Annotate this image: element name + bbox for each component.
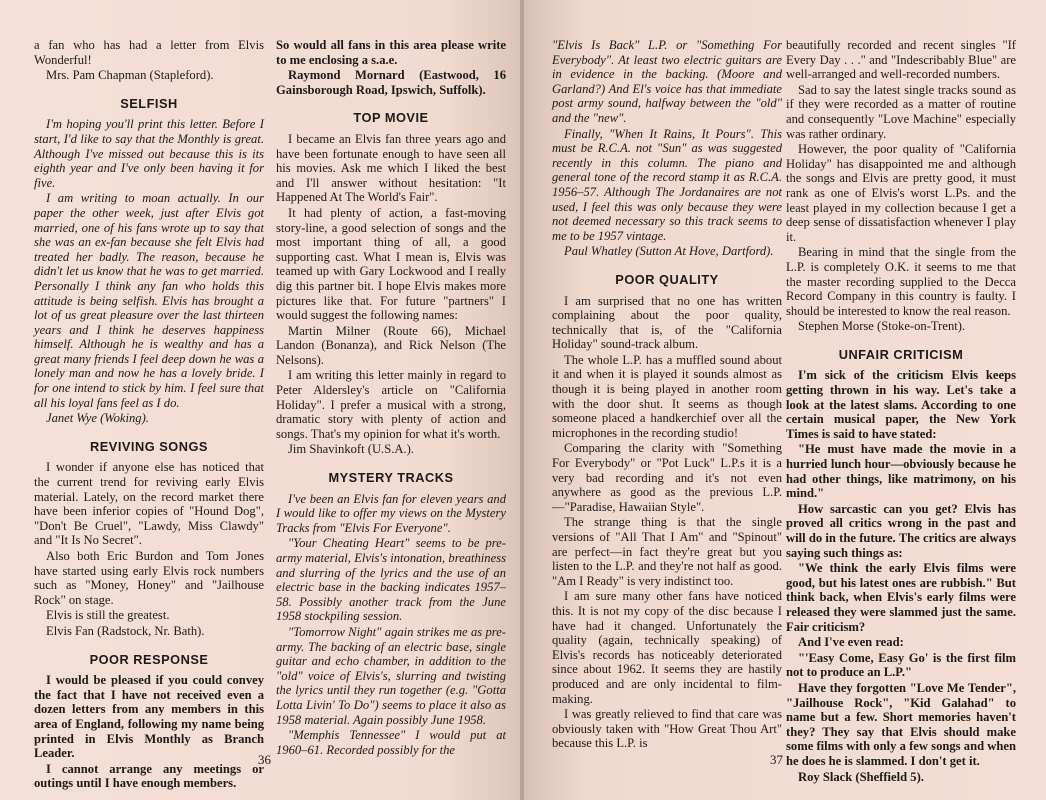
- letter-paragraph: The strange thing is that the single versions of "All That I Am" and "Spinout" are perfect—in fact they're great but you listen to the L.P. and they're not half as good. "Am I Ready" is very indistinct too.: [552, 515, 782, 588]
- section-heading: SELFISH: [120, 95, 178, 111]
- letter-paragraph: Comparing the clarity with "Something For Everybody" or "Pot Luck" L.P.s it is a very bad recording and it's not even anywhere as good as the previous L.P.—"Paradise, Hawaiian Style".: [552, 441, 782, 514]
- letter-paragraph: Bearing in mind that the single from the L.P. is completely O.K. it seems to me that the master recording supplied to the Decca Record Company in this country is faulty. I should be interested to know the real reason.: [786, 245, 1016, 318]
- letter-paragraph: Sad to say the latest single tracks sound as if they were recorded as a matter of routine and consequently "Love Machine" especially was rather ordinary.: [786, 82, 1016, 141]
- letter-paragraph: I'm hoping you'll print this letter. Before I start, I'd like to say that the Monthly is great. Although I've missed out because this is its eighth year and I've only been having it for five.: [34, 117, 264, 190]
- letter-paragraph: And I've even read:: [798, 635, 904, 650]
- letter-paragraph: "Your Cheating Heart" seems to be pre-army material, Elvis's intonation, breathiness and slurring of the lyrics and the use of an electric base in the backing indicates 1957–58. Possibly another track from the June 1958 stockpiling session.: [276, 536, 506, 624]
- section-heading: POOR RESPONSE: [89, 651, 209, 667]
- letter-signature: Elvis Fan (Radstock, Nr. Bath).: [46, 623, 205, 638]
- letter-signature: Janet Wye (Woking).: [46, 411, 149, 426]
- letter-paragraph: It had plenty of action, a fast-moving story-line, a good selection of songs and the most important thing of all, a good supporting cast. What I mean is, Elvis was teamed up with Gary Lockwood and I really dig this partner bit. I hope Elvis makes more pictures like that. For future "partners" I would suggest the following names:: [276, 205, 506, 323]
- letter-paragraph: However, the poor quality of "California Holiday" has disappointed me and although the songs and Elvis are pretty good, it must rank as one of Elvis's worst L.Ps. and the least played in my collection because I get a deep sense of dissatisfaction whenever I play it.: [786, 142, 1016, 244]
- letter-paragraph: "Memphis Tennessee" I would put at 1960–61. Recorded possibly for the: [276, 728, 506, 757]
- letter-paragraph: beautifully recorded and recent singles "If Every Day . . ." and "Indescribably Blue" are well-arranged and well-recorded numbers.: [786, 38, 1016, 82]
- letter-paragraph: I am sure many other fans have noticed this. It is not my copy of the disc because I have had it changed. Unfortunately the quality (again, technically speaking) of Elvis's records has noticeably deteriorated since about 1962. It seems they are hastily produced and are only incidental to film-making.: [552, 589, 782, 706]
- letter-paragraph: Raymond Mornard (Eastwood, 16 Gainsborough Road, Ipswich, Suffolk).: [276, 68, 506, 97]
- letter-paragraph: I became an Elvis fan three years ago and have been fortunate enough to have seen all his movies. Ask me which I liked the best and I'll answer without hesitation: "It Happened At The World's Fair".: [276, 131, 506, 205]
- section-heading: MYSTERY TRACKS: [328, 470, 454, 486]
- letter-signature: Stephen Morse (Stoke-on-Trent).: [798, 319, 966, 334]
- letter-paragraph: The whole L.P. has a muffled sound about it and when it is played it sounds almost as though it is being played in another room with the door shut. It seems as though someone placed a handkerchief over all the microphones in the recording studio!: [552, 352, 782, 440]
- column: [34, 38, 264, 791]
- letter-paragraph: "We think the early Elvis films were good, but his latest ones are rubbish." But think back, when Elvis's early films were released they were slammed just the same. Fair criticism?: [786, 561, 1016, 634]
- page-number: 36: [258, 752, 271, 767]
- letter-signature: Mrs. Pam Chapman (Stapleford).: [46, 68, 214, 83]
- letter-paragraph: How sarcastic can you get? Elvis has proved all critics wrong in the past and will do in the future. The critics are always saying such things as:: [786, 501, 1016, 560]
- letter-paragraph: I am writing to moan actually. In our paper the other week, just after Elvis got married, one of his fans wrote up to say that she was an ex-fan because she felt Elvis had treated her badly. The reason, because he didn't let us know that he was to get married. Personally I think any fan who holds this attitude is being selfish. Elvis has brought a lot of us great pleasure over the last thirteen years and I think he deserves happiness himself. Although he is wealthy and has a great many friends I feel deep down he was a lonely man and now he has a lovely bride. I for one intend to stick by him. I feel sure that all his loyal fans feel as I do.: [34, 191, 264, 410]
- section-heading: POOR QUALITY: [615, 271, 719, 287]
- letter-paragraph: Elvis is still the greatest.: [46, 608, 170, 623]
- letter-paragraph: I am writing this letter mainly in regard to Peter Aldersley's article on "California Holiday". I prefer a musical with a strong, dramatic story with plenty of action and songs. That's my opinion for what it's worth.: [276, 368, 506, 441]
- letter-paragraph: I've been an Elvis fan for eleven years and I would like to offer my views on the Mystery Tracks from "Elvis For Everyone".: [276, 491, 506, 535]
- column: [786, 38, 1016, 784]
- letter-signature: Jim Shavinkoft (U.S.A.).: [288, 442, 414, 457]
- section-heading: TOP MOVIE: [353, 110, 429, 126]
- section-heading: REVIVING SONGS: [90, 438, 208, 454]
- letter-paragraph: Finally, "When It Rains, It Pours". This must be R.C.A. not "Sun" as was suggested recently in this column. The piano and general tone of the record stamp it as R.C.A. 1956–57. Although The Jordanaires are not used, I feel this was only because they were not deemed necessary so this track seems to me to be 1957 vintage.: [552, 126, 782, 243]
- letter-paragraph: I'm sick of the criticism Elvis keeps getting thrown in his way. Let's take a look at the latest slams. According to one certain musical paper, the New York Times is said to have stated:: [786, 368, 1016, 441]
- letter-paragraph: I am surprised that no one has written complaining about the poor quality, technically that is, of the "California Holiday" sound-track album.: [552, 293, 782, 352]
- letter-signature: Paul Whatley (Sutton At Hove, Dartford).: [564, 244, 774, 259]
- letter-paragraph: Martin Milner (Route 66), Michael Landon (Bonanza), and Rick Nelson (The Nelsons).: [276, 323, 506, 367]
- page-number: 37: [770, 752, 783, 767]
- letter-paragraph: "'Easy Come, Easy Go' is the first film not to produce an L.P.": [786, 650, 1016, 680]
- letter-paragraph: So would all fans in this area please write to me enclosing a s.a.e.: [276, 38, 506, 67]
- letter-paragraph: I would be pleased if you could convey the fact that I have not received even a dozen letters from any members in this area of England, following my name being printed in Elvis Monthly as Branch Leader.: [34, 673, 264, 761]
- page-left: [0, 0, 522, 800]
- letter-paragraph: I cannot arrange any meetings or outings until I have enough members.: [34, 761, 264, 791]
- page-right: [524, 0, 1046, 800]
- letter-paragraph: I was greatly relieved to find that care was obviously taken with "How Great Thou Art" because this L.P. is: [552, 707, 782, 751]
- column: [552, 38, 782, 758]
- letter-paragraph: "Tomorrow Night" again strikes me as pre-army. The backing of an electric base, single guitar and echo chamber, in addition to the "old" voice of Elvis's, slurring and twisting the lyrics until they run together (e.g. "Gotta Lotta Livin' To Do") seems to place it also as 1958 material. Again possibly June 1958.: [276, 624, 506, 727]
- column: [276, 38, 506, 758]
- letter-paragraph: a fan who has had a letter from Elvis Wonderful!: [34, 38, 264, 67]
- letter-paragraph: "Elvis Is Back" L.P. or "Something For Everybody". At least two electric guitars are in evidence in the backing. (Moore and Garland?) And El's voice has that immediate post army sound, halfway between the "old" and the "new".: [552, 38, 782, 125]
- letter-paragraph: Also both Eric Burdon and Tom Jones have started using early Elvis rock numbers such as "Money, Honey" and "Jailhouse Rock" on stage.: [34, 549, 264, 607]
- letter-paragraph: I wonder if anyone else has noticed that the current trend for reviving early Elvis material. Lately, on the record market there have been inferior copies of "Hound Dog", "Don't Be Cruel", "Lawdy, Miss Clawdy" and "It Is No Secret".: [34, 460, 264, 548]
- letter-paragraph: "He must have made the movie in a hurried lunch hour—obviously because he had other things, like matrimony, on his mind.": [786, 442, 1016, 501]
- letter-signature: Roy Slack (Sheffield 5).: [798, 769, 924, 784]
- letter-paragraph: Have they forgotten "Love Me Tender", "Jailhouse Rock", "Kid Galahad" to name but a few. Short memories haven't they? They say that Elvis should make some films with only a few songs and when he does he is slammed. I don't get it.: [786, 680, 1016, 768]
- section-heading: UNFAIR CRITICISM: [838, 346, 964, 362]
